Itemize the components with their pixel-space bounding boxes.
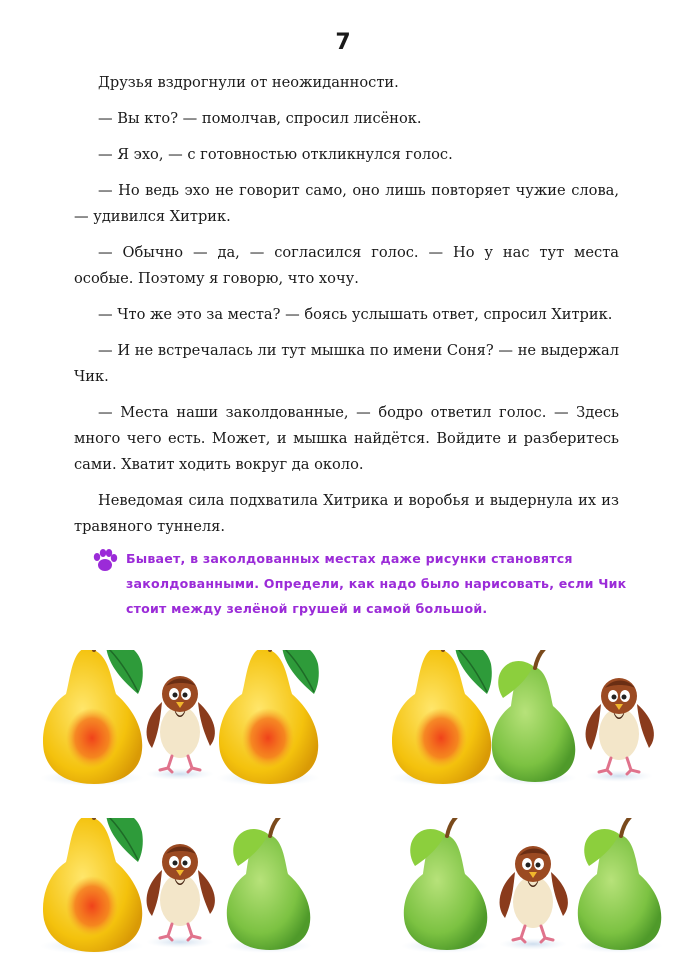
sparrow-chik-icon (499, 846, 568, 950)
paragraph: — Места наши заколдованные, — бодро ответил голос. — Здесь много чего есть. Может, и мышка найдётся. Войдите и разберитесь сами. Хватит ходить вокруг да около. (74, 404, 619, 473)
green-pear-icon (224, 818, 312, 953)
sparrow-chik-icon (146, 676, 215, 780)
option-top-right[interactable] (385, 650, 665, 790)
task-text: Бывает, в заколдованных местах даже рисунки становятся заколдованными. Определи, как надо было нарисовать, если Чик стоит между зелёной грушей и самой большой. (126, 551, 627, 616)
green-pear-icon (489, 650, 577, 785)
option-bottom-left[interactable] (30, 818, 330, 958)
sparrow-chik-icon (585, 678, 654, 782)
paragraph: — Вы кто? — помолчав, спросил лисёнок. (98, 110, 422, 127)
paragraph: Неведомая сила подхватила Хитрика и воробья и выдернула их из травяного туннеля. (74, 492, 619, 535)
paragraph: — Я эхо, — с готовностью откликнулся голос. (98, 146, 453, 163)
task-block (92, 546, 632, 621)
story-text (74, 70, 619, 550)
option-bottom-right[interactable] (395, 818, 665, 958)
yellow-pear-icon (216, 650, 320, 786)
paragraph: Друзья вздрогнули от неожиданности. (98, 74, 399, 91)
page-number: 7 (335, 30, 351, 55)
green-pear-icon (575, 818, 663, 953)
paragraph: — И не встречалась ли тут мышка по имени Соня? — не выдержал Чик. (74, 342, 619, 385)
paw-icon (92, 548, 118, 574)
green-pear-icon (401, 818, 489, 953)
sparrow-chik-icon (146, 844, 215, 948)
option-top-left[interactable] (30, 650, 330, 790)
yellow-pear-icon (389, 650, 493, 786)
yellow-pear-icon (40, 650, 144, 786)
yellow-pear-icon (40, 818, 144, 954)
paragraph: — Что же это за места? — боясь услышать ответ, спросил Хитрик. (98, 306, 613, 323)
paragraph: — Обычно — да, — согласился голос. — Но у нас тут места особые. Поэтому я говорю, что хочу. (74, 244, 619, 287)
paragraph: — Но ведь эхо не говорит само, оно лишь повторяет чужие слова, — удивился Хитрик. (74, 182, 619, 225)
